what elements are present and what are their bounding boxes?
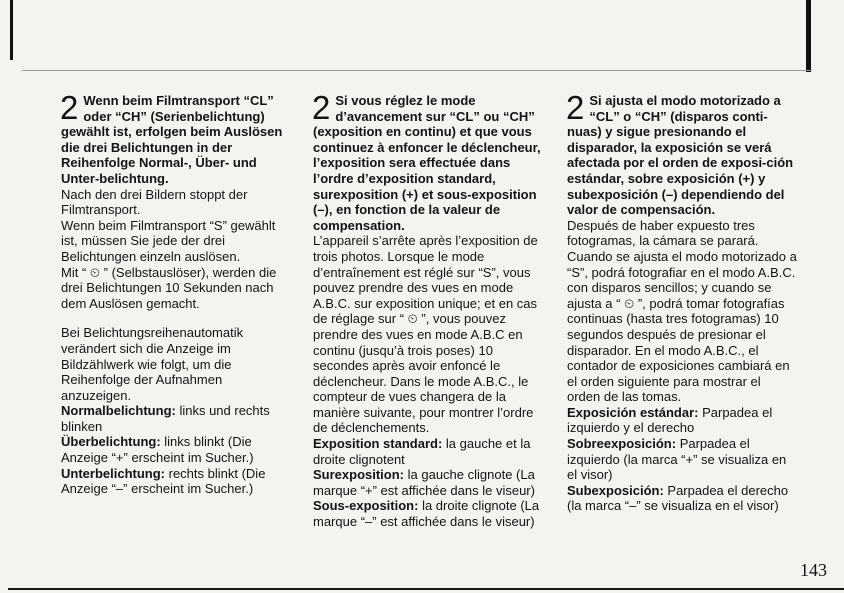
paragraph: Bei Belichtungsreihenautomatik verändert sich die Anzeige im Bildzählwerk wie folgt, um die Reihenfolge der Aufnahmen anzuzeigen. bbox=[61, 325, 244, 403]
item-label: Sous-exposition: bbox=[313, 498, 419, 514]
bottom-rule bbox=[8, 588, 844, 590]
list-item bbox=[567, 405, 797, 436]
column-spanish bbox=[567, 90, 797, 514]
item-label: Unterbelichtung: bbox=[61, 465, 165, 481]
item-label: Überbelichtung: bbox=[61, 434, 161, 450]
list-item bbox=[61, 403, 291, 434]
right-edge-mark bbox=[806, 0, 811, 72]
list-item bbox=[313, 467, 543, 498]
item-label: Exposición estándar: bbox=[567, 404, 699, 420]
top-rule bbox=[22, 70, 812, 71]
column-french bbox=[313, 90, 543, 530]
item-text: la gauche et la droite clignotent bbox=[313, 436, 531, 467]
step-heading-text: Wenn beim Filmtransport “CL” oder “CH” (Serienbelichtung) gewählt ist, erfolgen beim Auslösen die drei Belichtungen in der Reihenfolge Normal-, Über- und Unter-belichtung. bbox=[61, 93, 283, 186]
paragraph: Nach den drei Bildern stoppt der Filmtransport. bbox=[61, 186, 248, 218]
list-item bbox=[567, 483, 797, 514]
item-text: Parpadea el izquierdo y el derecho bbox=[567, 404, 773, 436]
item-label: Exposition standard: bbox=[313, 436, 443, 452]
item-label: Sobreexposición: bbox=[567, 436, 677, 452]
list-item bbox=[61, 434, 291, 465]
list-item bbox=[61, 466, 291, 497]
left-edge-mark bbox=[10, 0, 13, 60]
item-label: Normalbelichtung: bbox=[61, 403, 176, 419]
page-number: 143 bbox=[800, 560, 827, 580]
item-text: la gauche clignote (La marque “+” est affichée dans le viseur) bbox=[313, 467, 535, 498]
list-item bbox=[313, 436, 543, 467]
paragraph: L’appareil s’arrête après l’exposition de trois photos. Lorsque le mode d’entraînement est réglé sur “S”, vous pouvez prendre des vues en mode A.B.C. sur exposition unique; et en cas de réglage sur “ ⏲ ”, vous pouvez prendre des vues en mode A.B.C en continu (jusqu’à trois poses) 10 secondes après avoir enfoncé le déclencheur. Dans le mode A.B.C., le compteur de vues changera de la manière suivante, pour montrer l’ordre de déclenchements. bbox=[313, 233, 538, 436]
step-number: 2 bbox=[566, 89, 585, 126]
item-text: Parpadea el derecho (la marca “–” se visualiza en el visor) bbox=[567, 482, 789, 514]
paragraph: Wenn beim Filmtransport “S” gewählt ist, müssen Sie jede der drei Belichtungen einzeln auslösen. bbox=[61, 217, 276, 264]
step-heading bbox=[567, 90, 797, 218]
paragraph: Después de haber expuesto tres fotogramas, la cámara se parará. Cuando se ajusta el modo motorizado a “S”, podrá fotografiar en el modo A.B.C. con disparos sencillos; y cuando se ajusta a “ ⏲ ”, podrá tomar fotografías continuas (hasta tres fotogramas) 10 segundos después de presionar el disparador. En el modo A.B.C., el contador de exposiciones cambiará en el orden siguiente para mostrar el orden de las tomas. bbox=[567, 217, 797, 405]
list-item bbox=[567, 436, 797, 483]
list-item bbox=[313, 498, 543, 529]
item-text: la droite clignote (La marque “–” est affichée dans le viseur) bbox=[313, 498, 540, 530]
step-number: 2 bbox=[312, 89, 331, 126]
item-text: rechts blinkt (Die Anzeige “–” erscheint im Sucher.) bbox=[61, 465, 266, 497]
step-heading bbox=[61, 90, 291, 187]
item-text: links und rechts blinken bbox=[61, 403, 270, 434]
step-heading bbox=[313, 90, 543, 233]
item-label: Surexposition: bbox=[313, 467, 405, 483]
item-text: Parpadea el izquierdo (la marca “+” se visualiza en el visor) bbox=[567, 436, 787, 483]
step-heading-text: Si ajusta el modo motorizado a “CL” o “CH” (disparos conti-nuas) y sigue presionando el disparador, la exposición se verá afectada por el orden de exposi-ción estándar, sobre exposición (+) y subexposición (–) dependiendo del valor de compensación. bbox=[567, 93, 794, 218]
paragraph: Mit “ ⏲ ” (Selbstauslöser), werden die drei Belichtungen 10 Sekunden nach dem Auslösen gemacht. bbox=[61, 264, 277, 311]
step-heading-text: Si vous réglez le mode d’avancement sur “CL” ou “CH” (exposition en continu) et que vous continuez à enfoncer le déclencheur, l’exposition sera effectuée dans l’ordre d’exposition standard, surexposition (+) et sous-exposition (–), en fonction de la valeur de compensation. bbox=[313, 93, 541, 233]
step-number: 2 bbox=[60, 89, 79, 126]
item-text: links blinkt (Die Anzeige “+” erscheint im Sucher.) bbox=[61, 434, 254, 466]
column-german bbox=[61, 90, 291, 497]
item-label: Subexposición: bbox=[567, 482, 664, 498]
